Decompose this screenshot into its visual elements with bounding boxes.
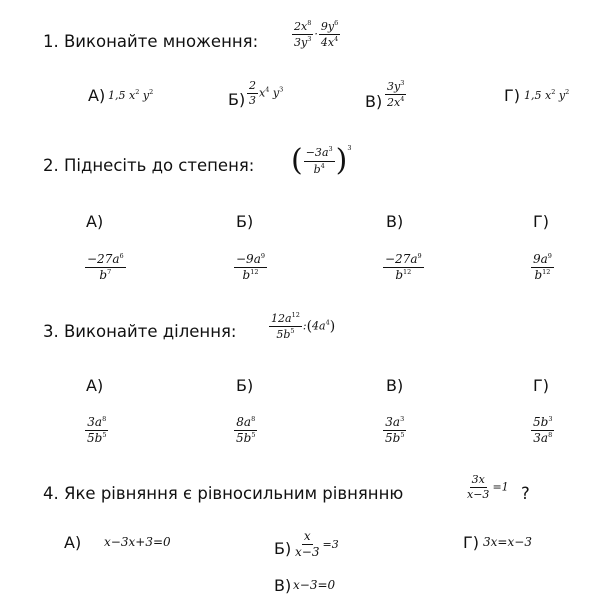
q4-option-b-label[interactable]: Б)	[274, 539, 292, 558]
q2-option-b-value: $\frac{-9a^9}{b^{12}}$	[236, 252, 265, 283]
q1-option-a-value: 1,5 $x^2$ $y^2$	[108, 88, 154, 102]
question-4-expression: $\frac{3x}{x-3}$ =1	[467, 473, 509, 502]
q2-option-d-value: $\frac{9a^9}{b^{12}}$	[533, 252, 552, 283]
q3-option-a-value: $\frac{3a^8}{5b^5}$	[87, 415, 107, 446]
q2-option-c-label[interactable]: В)	[386, 212, 404, 231]
q4-option-a-label[interactable]: А)	[64, 533, 82, 552]
question-2-expression: ( $\frac{-3a^3}{b^4}$ )$^3$	[291, 143, 352, 178]
q4-option-b-value: $\frac{x}{x-3}$ =3	[295, 529, 339, 560]
q1-option-b-label[interactable]: Б)	[228, 90, 246, 109]
q1-option-b-value: $\frac{2}{3}$ $x^4$ $y^3$	[249, 79, 284, 108]
q1-option-d-label[interactable]: Г)	[504, 86, 520, 105]
q2-option-a-value: $\frac{-27a^6}{b^7}$	[87, 252, 124, 283]
question-2-text: 2. Піднесіть до степеня:	[43, 156, 255, 175]
q3-option-b-value: $\frac{8a^8}{5b^5}$	[236, 415, 256, 446]
q2-option-a-label[interactable]: А)	[86, 212, 104, 231]
q4-option-d-value: 3x=x−3	[483, 535, 532, 549]
question-4-text: 4. Яке рівняння є рівносильним рівнянню	[43, 484, 404, 503]
q1-option-a-label[interactable]: А)	[88, 86, 106, 105]
q4-option-c-value: x−3=0	[293, 578, 336, 592]
q3-option-b-label[interactable]: Б)	[236, 376, 254, 395]
q2-option-d-label[interactable]: Г)	[533, 212, 549, 231]
q3-option-c-label[interactable]: В)	[386, 376, 404, 395]
q3-option-a-label[interactable]: А)	[86, 376, 104, 395]
q2-option-b-label[interactable]: Б)	[236, 212, 254, 231]
q4-option-d-label[interactable]: Г)	[463, 533, 479, 552]
q3-option-d-value: $\frac{5b^3}{3a^8}$	[533, 415, 553, 446]
q1-option-c-value: $\frac{3y^3}{2x^4}$	[387, 79, 405, 110]
q1-option-d-value: 1,5 $x^2$ $y^2$	[524, 88, 570, 102]
q4-option-a-value: x−3x+3=0	[104, 535, 171, 549]
q4-option-c-label[interactable]: В)	[274, 576, 292, 595]
q2-option-c-value: $\frac{-27a^9}{b^{12}}$	[385, 252, 422, 283]
question-1-text: 1. Виконайте множення:	[43, 32, 259, 51]
question-3-expression: $\frac{12a^{12}}{5b^5}$ $:(4a^4)$	[271, 311, 336, 342]
question-3-text: 3. Виконайте ділення:	[43, 322, 237, 341]
question-4-question-mark: ?	[521, 484, 530, 503]
question-1-expression: $\frac{2x^8}{3y^3}$ · $\frac{9y^6}{4x^4}$	[294, 19, 339, 50]
q3-option-d-label[interactable]: Г)	[533, 376, 549, 395]
q3-option-c-value: $\frac{3a^3}{5b^5}$	[385, 415, 405, 446]
q1-option-c-label[interactable]: В)	[365, 92, 383, 111]
